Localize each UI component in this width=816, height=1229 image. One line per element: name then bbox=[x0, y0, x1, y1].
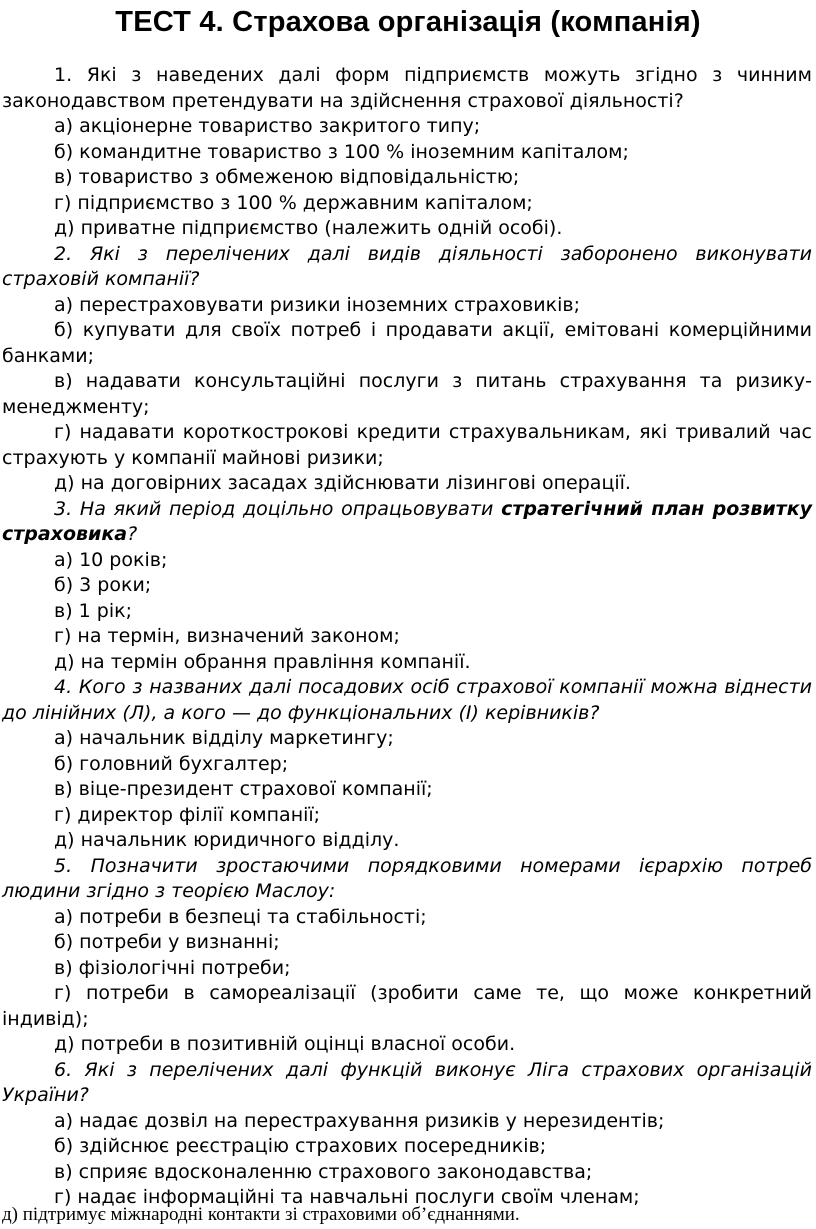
question-1 bbox=[2, 63, 812, 114]
question-number: 4. bbox=[54, 676, 73, 698]
question-number: 1. bbox=[54, 64, 73, 86]
answer-option: а) акціонерне товариство закритого типу; bbox=[54, 115, 481, 137]
answer-option: в) фізіологічні потреби; bbox=[54, 956, 291, 979]
page-title: ТЕСТ 4. Страхова організація (компанія) bbox=[115, 6, 701, 38]
answer-option-last: д) підтримує міжнародні контакти зі страховими об’єднаннями. bbox=[2, 1204, 520, 1225]
answer-option: а) 10 років; bbox=[54, 548, 168, 571]
answer-option: а) перестраховувати ризики іноземних страховиків; bbox=[54, 293, 580, 316]
answer-option: а) потреби в безпеці та стабільності; bbox=[54, 905, 427, 928]
answer-option: в) 1 рік; bbox=[54, 599, 132, 622]
answer-option: г) потреби в самореалізації (зробити саме те, що може конкретний індивід); bbox=[2, 982, 812, 1030]
answer-option: б) 3 роки; bbox=[54, 574, 152, 596]
question-number: 5. bbox=[54, 854, 73, 877]
answer-option: г) на термін, визначений законом; bbox=[54, 625, 400, 647]
answer-option: б) командитне товариство з 100 % іноземним капіталом; bbox=[54, 140, 629, 163]
question-text: Які з перелічених далі функцій виконує Ліга страхових організацій України? bbox=[2, 1058, 812, 1106]
answer-option: г) підприємство з 100 % державним капіталом; bbox=[54, 191, 533, 214]
answer-option: в) віце-президент страхової компанії; bbox=[54, 778, 433, 800]
question-6 bbox=[2, 1058, 812, 1109]
question-number: 2. bbox=[54, 242, 73, 265]
answer-option: в) надавати консультаційні послуги з питань страхування та ризику-менеджменту; bbox=[2, 370, 812, 418]
answer-option: б) потреби у визнанні; bbox=[54, 931, 280, 953]
answer-option: а) начальник відділу маркетингу; bbox=[54, 727, 394, 749]
answer-option: б) купувати для своїх потреб і продавати акції, емітовані комерційними банками; bbox=[2, 319, 812, 367]
answer-option: д) на термін обрання правління компанії. bbox=[54, 650, 471, 673]
question-text: Які з перелічених далі видів діяльності заборонено виконувати страховій компанії? bbox=[2, 242, 812, 290]
answer-option: б) головний бухгалтер; bbox=[54, 752, 289, 775]
answer-option: д) потреби в позитивній оцінці власної особи. bbox=[54, 1033, 516, 1055]
answer-option: в) товариство з обмеженою відповідальністю; bbox=[54, 166, 520, 188]
answer-option: а) надає дозвіл на перестрахування ризиків у нерезидентів; bbox=[54, 1109, 665, 1132]
question-text: Позначити зростаючими порядковими номерами ієрархію потреб людини згідно з теорією Маслоу: bbox=[2, 854, 812, 902]
question-text: На який період доцільно опрацьовувати bbox=[79, 497, 502, 520]
answer-option: г) надавати короткострокові кредити страхувальникам, які тривалий час страхують у компанії майнові ризики; bbox=[2, 421, 812, 469]
answer-option: д) приватне підприємство (належить одній особі). bbox=[54, 217, 563, 239]
question-text: Кого з названих далі посадових осіб страхової компанії можна віднести до лінійних (Л), а кого — до функціональних (І) керівників? bbox=[2, 676, 812, 724]
answer-option: д) начальник юридичного відділу. bbox=[54, 829, 400, 851]
answer-option: г) надає інформаційні та навчальні послуги своїм членам; bbox=[54, 1186, 640, 1208]
test-content bbox=[2, 63, 812, 1211]
question-emphasis: стратегічний план розвитку страховика bbox=[2, 497, 812, 545]
answer-option: б) здійснює реєстрацію страхових посередників; bbox=[54, 1135, 547, 1157]
question-5 bbox=[2, 854, 812, 905]
question-text: Які з наведених далі форм підприємств можуть згідно з чинним законодавством претендувати на здійснення страхової діяльності? bbox=[2, 64, 812, 112]
answer-option: г) директор філії компанії; bbox=[54, 803, 321, 826]
question-text-end: ? bbox=[127, 523, 138, 545]
question-2 bbox=[2, 242, 812, 293]
answer-option: в) сприяє вдосконаленню страхового законодавства; bbox=[54, 1160, 593, 1183]
answer-option: д) на договірних засадах здійснювати лізингові операції. bbox=[54, 472, 631, 494]
question-number: 3. bbox=[54, 497, 73, 520]
question-number: 6. bbox=[54, 1058, 73, 1081]
question-3 bbox=[2, 497, 812, 548]
question-4 bbox=[2, 675, 812, 726]
